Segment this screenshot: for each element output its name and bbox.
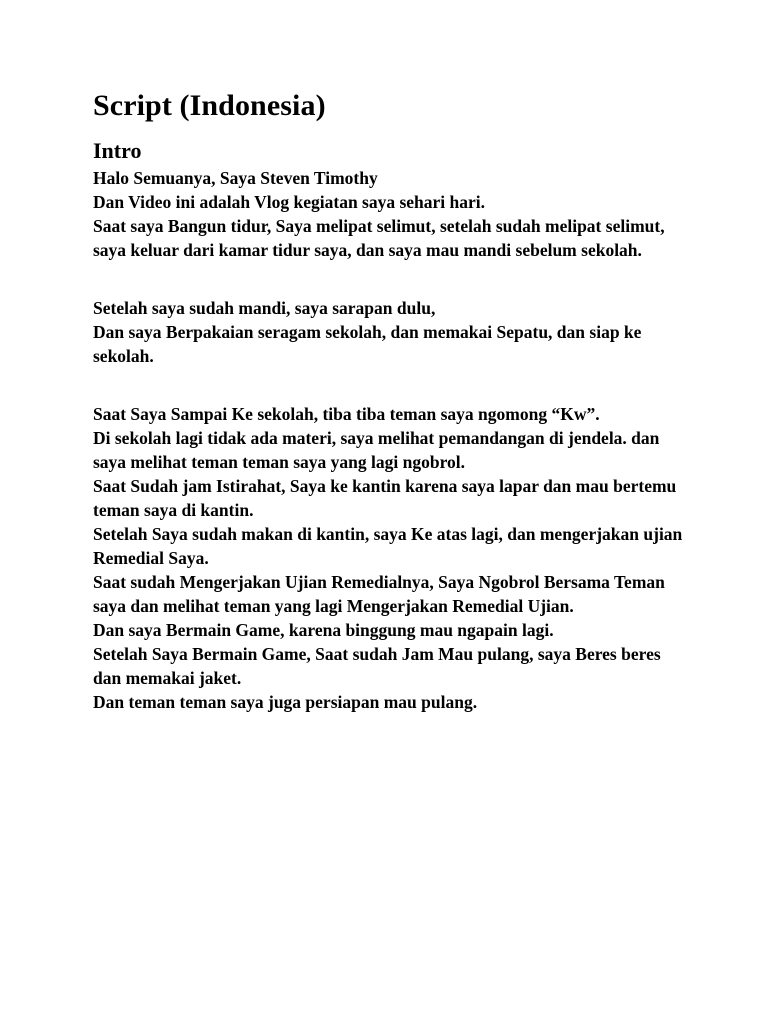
- section-heading-intro: Intro: [93, 138, 142, 163]
- paragraph-6: Saat Saya Sampai Ke sekolah, tiba tiba teman saya ngomong “Kw”.: [93, 404, 600, 424]
- paragraph-8: Saat Sudah jam Istirahat, Saya ke kantin karena saya lapar dan mau bertemu teman saya di kantin.: [93, 476, 677, 520]
- paragraph-13: Dan teman teman saya juga persiapan mau pulang.: [93, 692, 478, 712]
- paragraph-2: Dan Video ini adalah Vlog kegiatan saya sehari hari.: [93, 192, 486, 212]
- blank-line-spacer: [93, 368, 683, 402]
- paragraph-11: Dan saya Bermain Game, karena binggung mau ngapain lagi.: [93, 620, 554, 640]
- paragraph-4: Setelah saya sudah mandi, saya sarapan dulu,: [93, 298, 436, 318]
- paragraph-7: Di sekolah lagi tidak ada materi, saya melihat pemandangan di jendela. dan saya melihat teman teman saya yang lagi ngobrol.: [93, 428, 660, 472]
- paragraph-3: Saat saya Bangun tidur, Saya melipat selimut, setelah sudah melipat selimut, saya keluar dari kamar tidur saya, dan saya mau mandi sebelum sekolah.: [93, 216, 665, 260]
- paragraph-10: Saat sudah Mengerjakan Ujian Remedialnya, Saya Ngobrol Bersama Teman saya dan melihat teman yang lagi Mengerjakan Remedial Ujian.: [93, 572, 665, 616]
- paragraph-1: Halo Semuanya, Saya Steven Timothy: [93, 168, 378, 188]
- blank-line-spacer: [93, 262, 683, 296]
- paragraph-9: Setelah Saya sudah makan di kantin, saya Ke atas lagi, dan mengerjakan ujian Remedial Saya.: [93, 524, 683, 568]
- paragraph-12: Setelah Saya Bermain Game, Saat sudah Jam Mau pulang, saya Beres beres dan memakai jaket.: [93, 644, 661, 688]
- paragraph-5: Dan saya Berpakaian seragam sekolah, dan memakai Sepatu, dan siap ke sekolah.: [93, 322, 642, 366]
- document-title: Script (Indonesia): [93, 89, 326, 122]
- document-body: [93, 86, 683, 714]
